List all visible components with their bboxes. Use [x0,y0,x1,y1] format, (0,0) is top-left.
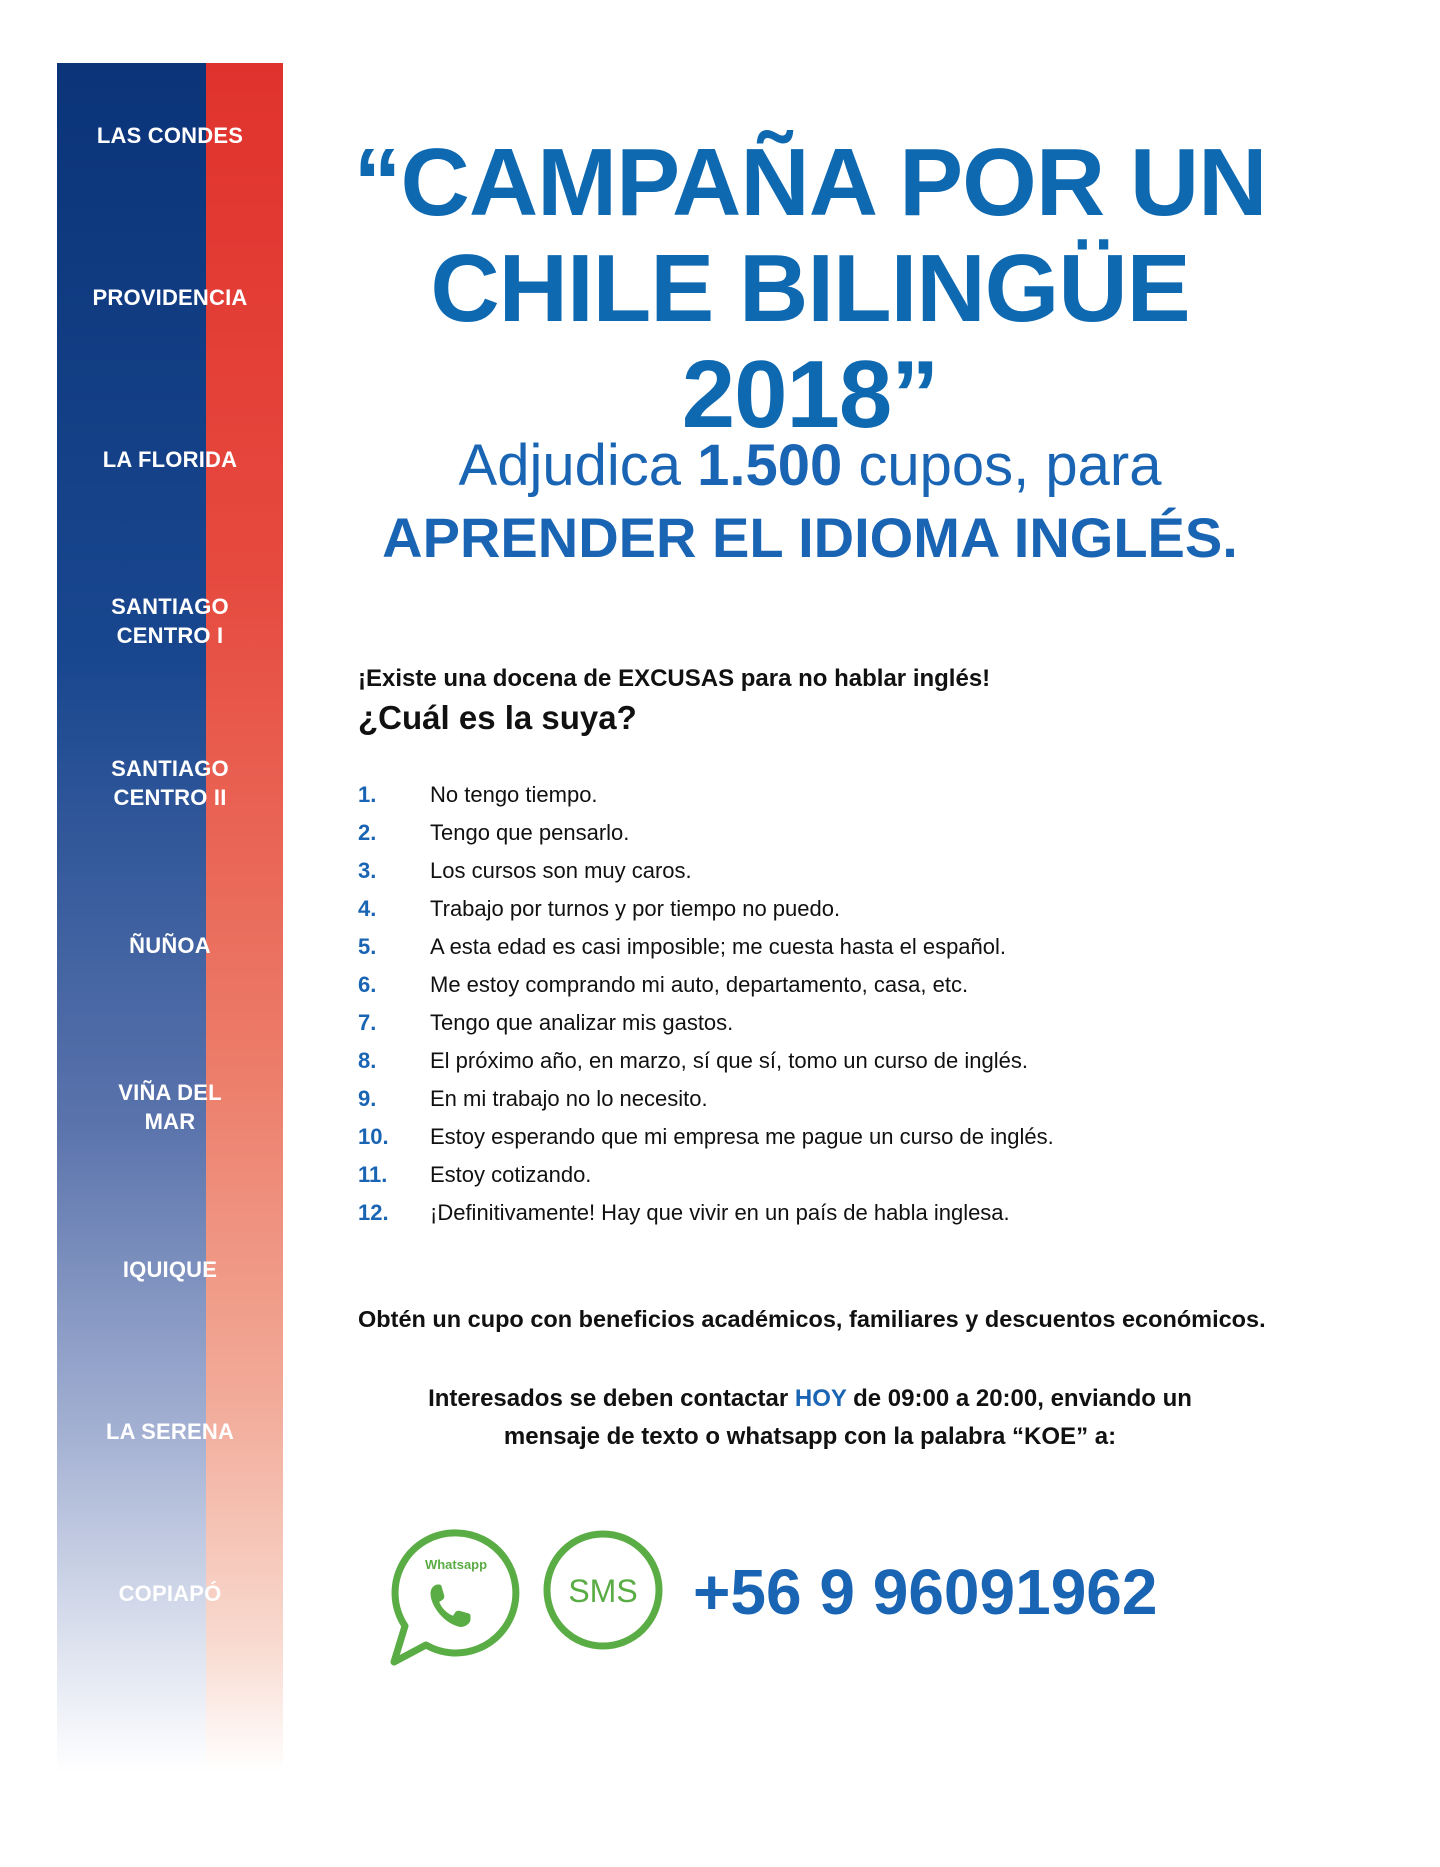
excuse-item [358,852,1054,890]
city-label [57,121,283,150]
city-label-line: CENTRO II [113,785,227,810]
city-label-line: MAR [144,1109,196,1134]
city-label [57,931,283,960]
excuse-item [358,1118,1054,1156]
benefit-text: Obtén un cupo con beneficios académicos, familiares y descuentos económicos. [358,1306,1266,1332]
excuse-item [358,776,1054,814]
excuse-item [358,1004,1054,1042]
whatsapp-bubble-outline [394,1533,516,1662]
city-label [57,1078,283,1136]
excuse-item [358,1080,1054,1118]
city-label-line: ÑUÑOA [129,932,211,958]
city-sidebar [57,63,283,1773]
excuse-text: En mi trabajo no lo necesito. [430,1086,708,1111]
excuse-text: ¡Definitivamente! Hay que vivir en un país de habla inglesa. [430,1200,1010,1225]
excuse-number: 7. [358,1010,377,1035]
excuse-item [358,1194,1054,1232]
excuses-intro: ¡Existe una docena de EXCUSAS para no hablar inglés! [358,665,991,692]
subtitle-line-2: APRENDER EL IDIOMA INGLÉS. [382,506,1238,569]
excuse-item [358,966,1054,1004]
contact-line-1 [330,1380,1290,1418]
city-label [57,592,283,650]
excuse-number: 6. [358,972,377,997]
title-line-1: “CAMPAÑA POR UN [353,129,1267,236]
contact-part-2: de 09:00 a 20:00, enviando un [846,1385,1192,1412]
excuse-number: 8. [358,1048,377,1073]
city-label [57,754,283,812]
city-label-line: COPIAPÓ [118,1580,222,1606]
excuse-text: Tengo que pensarlo. [430,820,630,845]
city-label-line: VIÑA DEL [118,1080,222,1105]
seat-count: 1.500 [697,433,843,498]
subtitle-prefix: Adjudica [458,433,698,498]
excuse-number: 2. [358,820,377,845]
city-label [57,283,283,312]
excuse-item [358,928,1054,966]
excuse-text: No tengo tiempo. [430,782,598,807]
contact-part-1: Interesados se deben contactar [428,1385,795,1412]
sms-icon [541,1528,665,1652]
contact-line-2: mensaje de texto o whatsapp con la palabra “KOE” a: [503,1423,1117,1450]
subtitle-suffix: cupos, para [842,433,1162,498]
city-label-line: LA SERENA [105,1418,235,1444]
excuse-number: 3. [358,858,377,883]
contact-hoy: HOY [794,1385,847,1412]
city-label [57,1579,283,1608]
city-label [57,445,283,474]
excuse-text: Trabajo por turnos y por tiempo no puedo. [430,896,841,921]
flag-red-band [206,63,283,1773]
excuse-text: Los cursos son muy caros. [430,858,692,883]
excuse-text: Tengo que analizar mis gastos. [430,1010,734,1035]
excuse-text: A esta edad es casi imposible; me cuesta hasta el español. [430,934,1007,959]
excuse-text: El próximo año, en marzo, sí que sí, tomo un curso de inglés. [430,1048,1028,1073]
city-label-line: LAS CONDES [96,122,244,148]
excuse-number: 11. [358,1162,388,1187]
excuse-item [358,814,1054,852]
sms-label: SMS [568,1573,638,1609]
title-line-2: CHILE BILINGÜE 2018” [430,235,1190,448]
city-label-line: SANTIAGO [111,756,229,781]
excuse-number: 1. [358,782,377,807]
excuse-text: Me estoy comprando mi auto, departamento, casa, etc. [430,972,969,997]
city-label-line: IQUIQUE [122,1256,218,1282]
whatsapp-icon [388,1528,528,1668]
excuse-item [358,1042,1054,1080]
excuse-item [358,1156,1054,1194]
city-label [57,1417,283,1446]
subtitle-line-1 [300,430,1320,502]
subtitle [300,430,1320,574]
excuse-number: 12. [358,1200,389,1225]
city-label-line: SANTIAGO [111,594,229,619]
excuses-question: ¿Cuál es la suya? [358,699,637,736]
excuse-number: 9. [358,1086,377,1111]
city-label-line: PROVIDENCIA [92,284,248,310]
excuse-number: 10. [358,1124,389,1149]
city-label-line: CENTRO I [116,623,224,648]
excuse-item [358,890,1054,928]
city-label-line: LA FLORIDA [102,446,238,472]
excuse-number: 5. [358,934,377,959]
flag-blue-band [57,63,206,1773]
whatsapp-label: Whatsapp [424,1557,488,1572]
campaign-title [300,130,1320,448]
contact-instructions [330,1380,1290,1456]
excuse-text: Estoy esperando que mi empresa me pague un curso de inglés. [430,1124,1054,1149]
phone-handset-icon [431,1585,471,1628]
excuse-text: Estoy cotizando. [430,1162,592,1187]
excuse-number: 4. [358,896,377,921]
excuse-list [358,776,1054,1232]
city-label [57,1255,283,1284]
phone-number: +56 9 96091962 [693,1556,1158,1628]
